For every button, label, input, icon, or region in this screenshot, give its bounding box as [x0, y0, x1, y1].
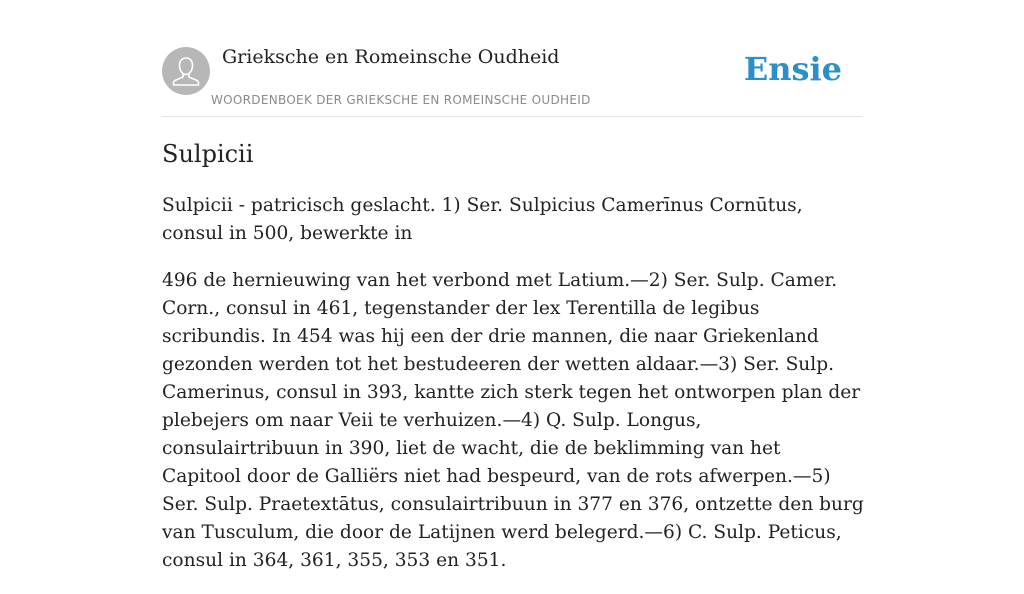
entry-title: Sulpicii — [162, 140, 254, 168]
ensie-logo[interactable]: Ensie — [743, 50, 842, 88]
source-title[interactable]: Grieksche en Romeinsche Oudheid — [222, 46, 560, 68]
entry-paragraph: Sulpicii - patricisch geslacht. 1) Ser. Sulpicius Camerīnus Cornūtus, consul in 500, bewerkte in — [162, 195, 803, 244]
page-container — [162, 0, 864, 571]
source-avatar[interactable] — [162, 47, 210, 95]
user-silhouette-icon — [162, 47, 210, 95]
entry-paragraph: 496 de hernieuwing van het verbond met Latium.—2) Ser. Sulp. Camer. Corn., consul in 461, tegenstander der lex Terentilla de legibus scribundis. In 454 was hij een der drie mannen, die naar Griekenland gezonden werden tot het bestudeeren der wetten aldaar.—3) Ser. Sulp. Camerinus, consul in 393, kantte zich sterk tegen het ontworpen plan der plebejers om naar Veii te verhuizen.—4) Q. Sulp. Longus, consulairtribuun in 390, liet de wacht, die de beklimming van het Capitool door de Galliërs niet had bespeurd, van de rots afwerpen.—5) Ser. Sulp. Praetextātus, consulairtribuun in 377 en 376, ontzette den burg van Tusculum, die door de Latijnen werd belegerd.—6) C. Sulp. Peticus, consul in 364, 361, 355, 353 en 351. — [162, 270, 864, 571]
source-header — [162, 0, 862, 117]
source-subtitle[interactable]: WOORDENBOEK DER GRIEKSCHE EN ROMEINSCHE OUDHEID — [211, 93, 591, 107]
entry-body — [162, 192, 864, 594]
